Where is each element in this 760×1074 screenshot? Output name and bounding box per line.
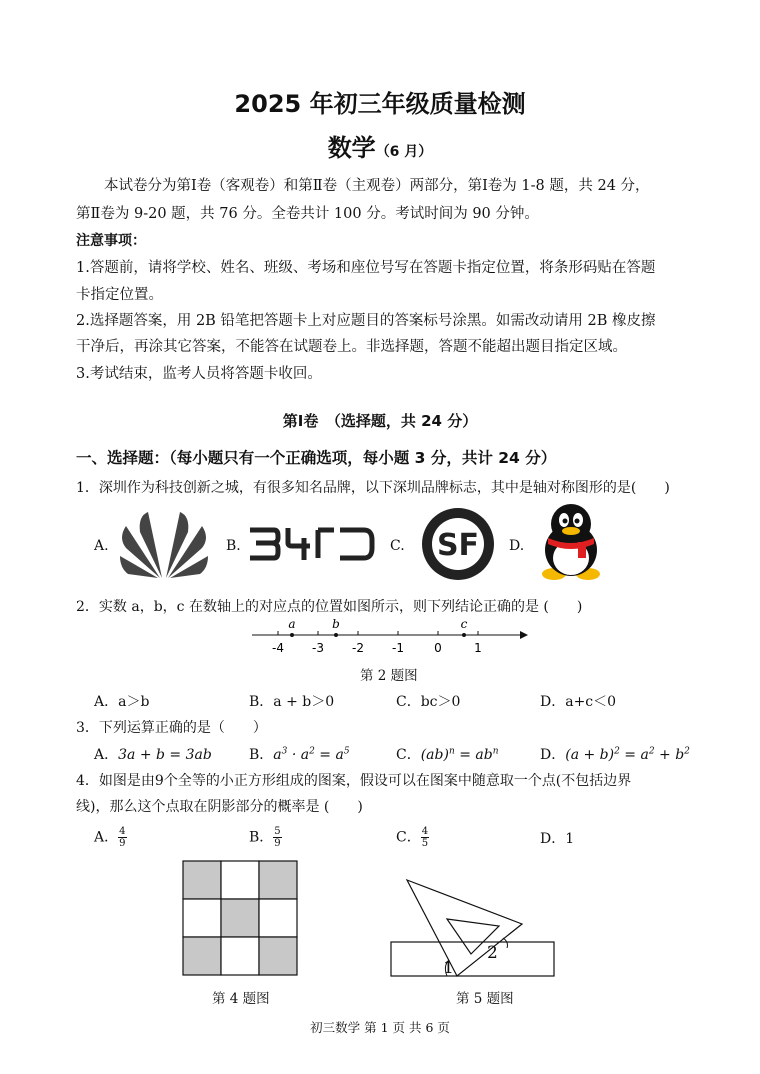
q5-caption: 第 5 题图 bbox=[456, 991, 514, 1007]
q1-label-a: A. bbox=[94, 538, 109, 554]
grid-cell-shaded bbox=[183, 937, 221, 975]
q3-option-a bbox=[94, 744, 212, 764]
part-title: 一、选择题：（每小题只有一个正确选项，每小题 3 分，共计 24 分） bbox=[76, 449, 557, 467]
q1-label-c: C. bbox=[390, 538, 405, 554]
number-line-point-label: b bbox=[332, 617, 340, 631]
q2-number-line bbox=[250, 615, 530, 657]
q3-label-a: A． bbox=[94, 747, 119, 763]
intro-line-1: 本试卷分为第Ⅰ卷（客观卷）和第Ⅱ卷（主观卷）两部分，第Ⅰ卷为 1-8 题，共 24 分， bbox=[104, 178, 650, 194]
q5-triangle-ruler-figure bbox=[385, 876, 560, 980]
subject-month: （6 月） bbox=[375, 144, 433, 160]
q3-formula-b: $a^3 \cdot a^2 = a^5$ bbox=[273, 746, 350, 763]
q3-option-b bbox=[249, 744, 350, 764]
q3-label-c: C． bbox=[396, 747, 421, 763]
subject-name: 数学 bbox=[327, 134, 376, 162]
note-1b: 卡指定位置。 bbox=[76, 287, 163, 303]
q3-formula-c: $(ab)^n = ab^n$ bbox=[420, 746, 499, 763]
number-line-point-label: a bbox=[288, 617, 296, 631]
number-line-point-b bbox=[334, 633, 338, 637]
q2-option-c: C．bc＞0 bbox=[396, 694, 461, 710]
q1-label-d: D. bbox=[509, 538, 525, 554]
q4-option-b bbox=[249, 826, 282, 849]
sf-logo bbox=[418, 505, 498, 583]
q4-caption: 第 4 题图 bbox=[212, 991, 270, 1007]
grid-cell-shaded bbox=[183, 861, 221, 899]
grid-cell-shaded bbox=[221, 899, 259, 937]
grid-cell-shaded bbox=[259, 937, 297, 975]
ruler-rect bbox=[391, 942, 554, 976]
grid-cell-blank bbox=[259, 899, 297, 937]
q4-option-a bbox=[94, 826, 127, 849]
number-line-tick-label: -4 bbox=[272, 641, 284, 655]
q2-caption: 第 2 题图 bbox=[360, 668, 418, 684]
notes-heading: 注意事项： bbox=[76, 233, 146, 249]
number-line-tick-label: -1 bbox=[392, 641, 404, 655]
q2-option-d: D．a+c＜0 bbox=[540, 694, 617, 710]
q1-label-b: B. bbox=[226, 538, 241, 554]
q4-label-b: B． bbox=[249, 829, 274, 846]
q3-option-d bbox=[540, 744, 690, 764]
grid-cell-shaded bbox=[259, 861, 297, 899]
number-line-point-c bbox=[462, 633, 466, 637]
q2-option-a: A．a＞b bbox=[94, 694, 150, 710]
q4-label-a: A． bbox=[94, 829, 119, 846]
grid-cell-blank bbox=[221, 937, 259, 975]
q3-stem: 3．下列运算正确的是（ ） bbox=[76, 720, 267, 736]
grid-cell-blank bbox=[221, 861, 259, 899]
q4-grid-figure bbox=[182, 860, 300, 978]
q4-stem-1: 4．如图是由9个全等的小正方形组成的图案，假设可以在图案中随意取一个点(不包括边界 bbox=[76, 773, 632, 789]
angle-2-label: 2 bbox=[487, 943, 498, 963]
q3-option-c bbox=[396, 744, 499, 764]
triangle-outer bbox=[407, 880, 522, 976]
q4-label-d: D． bbox=[540, 831, 566, 847]
intro-line-2: 第Ⅱ卷为 9-20 题，共 76 分。全卷共计 100 分。考试时间为 90 分钟。 bbox=[76, 206, 539, 222]
q2-option-b: B．a + b＞0 bbox=[249, 694, 335, 710]
number-line-point-a bbox=[290, 633, 294, 637]
q4-value-d: 1 bbox=[565, 831, 575, 847]
number-line-point-label: c bbox=[460, 617, 468, 631]
q1-stem: 1．深圳作为科技创新之城，有很多知名品牌，以下深圳品牌标志，其中是轴对称图形的是( ) bbox=[76, 480, 670, 496]
q4-stem-2: 线)，那么这个点取在阴影部分的概率是 ( ) bbox=[76, 799, 363, 815]
q4-option-c bbox=[396, 826, 429, 849]
sf-logo-text: SF bbox=[436, 528, 480, 563]
q4-label-c: C． bbox=[396, 829, 421, 846]
note-3: 3.考试结束，监考人员将答题卡收回。 bbox=[76, 366, 322, 382]
number-line-tick-label: 1 bbox=[474, 641, 482, 655]
grid-cell-blank bbox=[183, 899, 221, 937]
page-footer: 初三数学 第 1 页 共 6 页 bbox=[310, 1020, 450, 1035]
q4-fraction-a: $\frac{4}{9}$ bbox=[119, 826, 126, 849]
note-1a: 1.答题前，请将学校、姓名、班级、考场和座位号写在答题卡指定位置，将条形码贴在答题 bbox=[76, 260, 656, 276]
q4-fraction-c: $\frac{4}{5}$ bbox=[421, 826, 429, 849]
q3-formula-d: $(a + b)^2 = a^2 + b^2$ bbox=[565, 746, 690, 763]
number-line-tick-label: 0 bbox=[434, 641, 442, 655]
q4-fraction-b: $\frac{5}{9}$ bbox=[274, 826, 281, 849]
angle-1-label: 1 bbox=[443, 958, 454, 978]
q3-label-b: B． bbox=[249, 747, 274, 763]
q4-option-d bbox=[540, 828, 574, 848]
volume-title: 第Ⅰ卷 （选择题，共 24 分） bbox=[282, 412, 478, 430]
q3-formula-a: 3a + b = 3ab bbox=[118, 747, 212, 763]
byd-logo bbox=[248, 526, 376, 562]
q3-label-d: D． bbox=[540, 747, 566, 763]
huawei-logo bbox=[118, 508, 210, 580]
q2-stem: 2．实数 a，b，c 在数轴上的对应点的位置如图所示，则下列结论正确的是 ( ) bbox=[76, 599, 583, 615]
note-2a: 2.选择题答案，用 2B 铅笔把答题卡上对应题目的答案标号涂黑。如需改动请用 2B 橡皮擦 bbox=[76, 313, 656, 329]
number-line-tick-label: -3 bbox=[312, 641, 324, 655]
note-2b: 干净后，再涂其它答案，不能答在试题卷上。非选择题，答题不能超出题目指定区域。 bbox=[76, 339, 627, 355]
exam-title: 2025 年初三年级质量检测 bbox=[234, 90, 526, 118]
qq-penguin-logo bbox=[538, 502, 604, 584]
number-line-tick-label: -2 bbox=[352, 641, 364, 655]
subject-title bbox=[0, 128, 760, 163]
